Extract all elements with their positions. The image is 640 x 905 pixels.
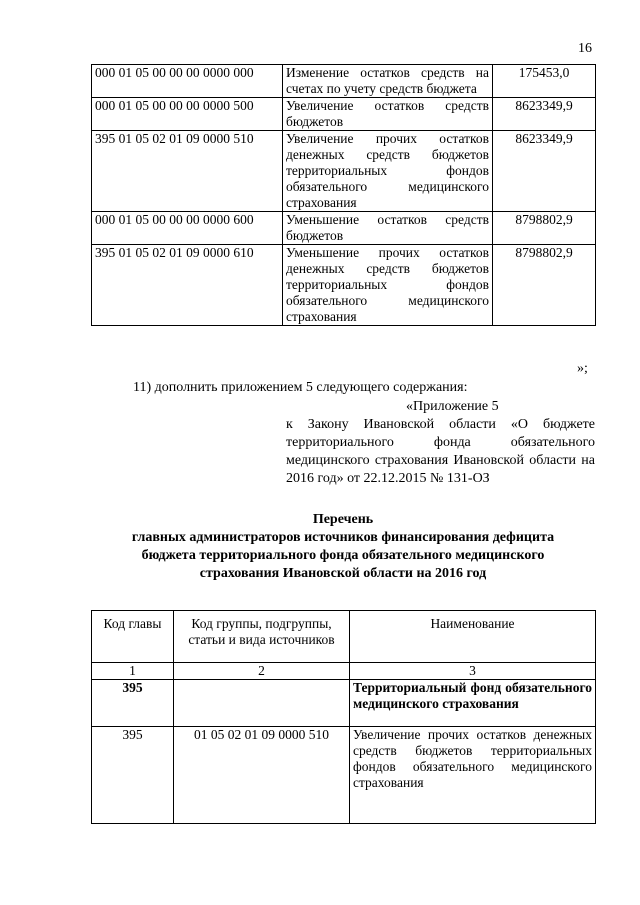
source-amount: 8623349,9 — [493, 131, 596, 212]
annex-reference — [286, 398, 595, 488]
column-number-row — [92, 663, 596, 680]
source-name: Уменьшение прочих остатков денежных средств бюджетов территориальных фондов обязательного медицинского страхования — [283, 245, 493, 326]
source-code: 000 01 05 00 00 00 0000 600 — [92, 212, 283, 245]
column-header: Наименование — [350, 611, 596, 663]
source-code: 395 01 05 02 01 09 0000 510 — [92, 131, 283, 212]
chapter-code: 395 — [92, 680, 174, 727]
table-row — [92, 680, 596, 727]
column-header: Код группы, подгруппы, статьи и вида источников — [174, 611, 350, 663]
annex-body: к Закону Ивановской области «О бюджете территориального фонда обязательного медицинского страхования Ивановской области на 2016 год» от 22.12.2015 № 131-ОЗ — [286, 417, 595, 486]
table-row — [92, 245, 596, 326]
chapter-code: 395 — [92, 727, 174, 824]
table-row — [92, 727, 596, 824]
administrators-table — [91, 610, 596, 824]
table-row — [92, 65, 596, 98]
document-heading — [91, 511, 595, 583]
source-code: 000 01 05 00 00 00 0000 500 — [92, 98, 283, 131]
closing-quote: »; — [577, 361, 588, 376]
source-code — [174, 680, 350, 727]
source-code: 395 01 05 02 01 09 0000 610 — [92, 245, 283, 326]
source-amount: 8798802,9 — [493, 212, 596, 245]
column-number: 3 — [350, 663, 596, 680]
source-amount: 175453,0 — [493, 65, 596, 98]
source-code: 01 05 02 01 09 0000 510 — [174, 727, 350, 824]
annex-title: «Приложение 5 — [406, 399, 499, 414]
amendment-item-11: 11) дополнить приложением 5 следующего содержания: — [133, 380, 468, 395]
source-amount: 8798802,9 — [493, 245, 596, 326]
table-row — [92, 98, 596, 131]
source-name: Увеличение прочих остатков денежных средств бюджетов территориальных фондов обязательного медицинского страхования — [350, 727, 596, 824]
table-row — [92, 131, 596, 212]
source-amount: 8623349,9 — [493, 98, 596, 131]
table-header-row — [92, 611, 596, 663]
source-name: Уменьшение остатков средств бюджетов — [283, 212, 493, 245]
source-code: 000 01 05 00 00 00 0000 000 — [92, 65, 283, 98]
column-number: 2 — [174, 663, 350, 680]
source-name: Изменение остатков средств на счетах по учету средств бюджета — [283, 65, 493, 98]
source-name: Увеличение остатков средств бюджетов — [283, 98, 493, 131]
heading-subtitle: главных администраторов источников финансирования дефицита бюджета территориального фонда обязательного медицинского страхования Ивановской области на 2016 год — [131, 530, 555, 581]
source-name: Увеличение прочих остатков денежных средств бюджетов территориальных фондов обязательного медицинского страхования — [283, 131, 493, 212]
column-number: 1 — [92, 663, 174, 680]
heading-title: Перечень — [312, 512, 374, 527]
administrator-name: Территориальный фонд обязательного медицинского страхования — [350, 680, 596, 727]
sources-table — [91, 64, 596, 326]
column-header: Код главы — [92, 611, 174, 663]
table-row — [92, 212, 596, 245]
page-number: 16 — [578, 41, 592, 56]
